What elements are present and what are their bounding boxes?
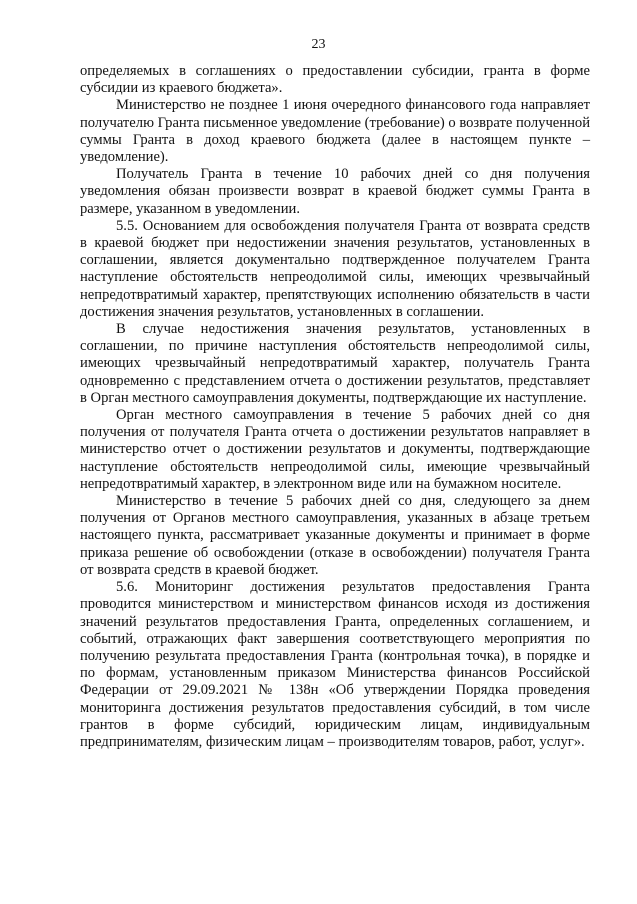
paragraph: 5.5. Основанием для освобождения получателя Гранта от возврата средств в краевой бюджет при недостижении значения результатов, установленных в соглашении, является документально подтвержденное получателем Гранта наступление обстоятельств непреодолимой силы, имеющих чрезвычайный непредотвратимый характер, препятствующих исполнению обязательств в части достижения значения результатов, установленных в соглашении. (80, 217, 590, 320)
paragraph: 5.6. Мониторинг достижения результатов предоставления Гранта проводится министерством и министерством финансов исходя из достижения значений результатов предоставления Гранта, определенных соглашением, и событий, отражающих факт завершения соответствующего мероприятия по получению результата предоставления Гранта (контрольная точка), в порядке и по формам, установленным приказом Министерства финансов Российской Федерации от 29.09.2021 № 138н «Об утверждении Порядка проведения мониторинга достижения результатов предоставления субсидий, в том числе грантов в форме субсидий, юридическим лицам, индивидуальным предпринимателям, физическим лицам – производителям товаров, работ, услуг». (80, 579, 590, 750)
paragraph: определяемых в соглашениях о предоставлении субсидии, гранта в форме субсидии из краевого бюджета». (80, 63, 590, 97)
paragraph: В случае недостижения значения результатов, установленных в соглашении, по причине наступления обстоятельств непреодолимой силы, имеющих чрезвычайный непредотвратимый характер, получатель Гранта одновременно с представлением отчета о достижении результатов, представляет в Орган местного самоуправления документы, подтверждающие их наступление. (80, 321, 590, 406)
document-body (80, 63, 590, 751)
paragraph: Получатель Гранта в течение 10 рабочих дней со дня получения уведомления обязан произвести возврат в краевой бюджет суммы Гранта в размере, указанном в уведомлении. (80, 166, 590, 217)
paragraph: Орган местного самоуправления в течение 5 рабочих дней со дня получения от получателя Гранта отчета о достижении результатов направляет в министерство отчет о достижении результатов и документы, подтверждающие наступление обстоятельств непреодолимой силы, имеющие чрезвычайный непредотвратимый характер, в электронном виде или на бумажном носителе. (80, 407, 590, 492)
page-number: 23 (311, 37, 326, 52)
paragraph: Министерство не позднее 1 июня очередного финансового года направляет получателю Гранта письменное уведомление (требование) о возврате полученной суммы Гранта в доход краевого бюджета (далее в настоящем пункте – уведомление). (80, 97, 590, 166)
paragraph: Министерство в течение 5 рабочих дней со дня, следующего за днем получения от Органов местного самоуправления, указанных в абзаце третьем настоящего пункта, рассматривает указанные документы и принимает в форме приказа решение об освобождении (отказе в освобождении) получателя Гранта от возврата средств в краевой бюджет. (80, 493, 590, 578)
